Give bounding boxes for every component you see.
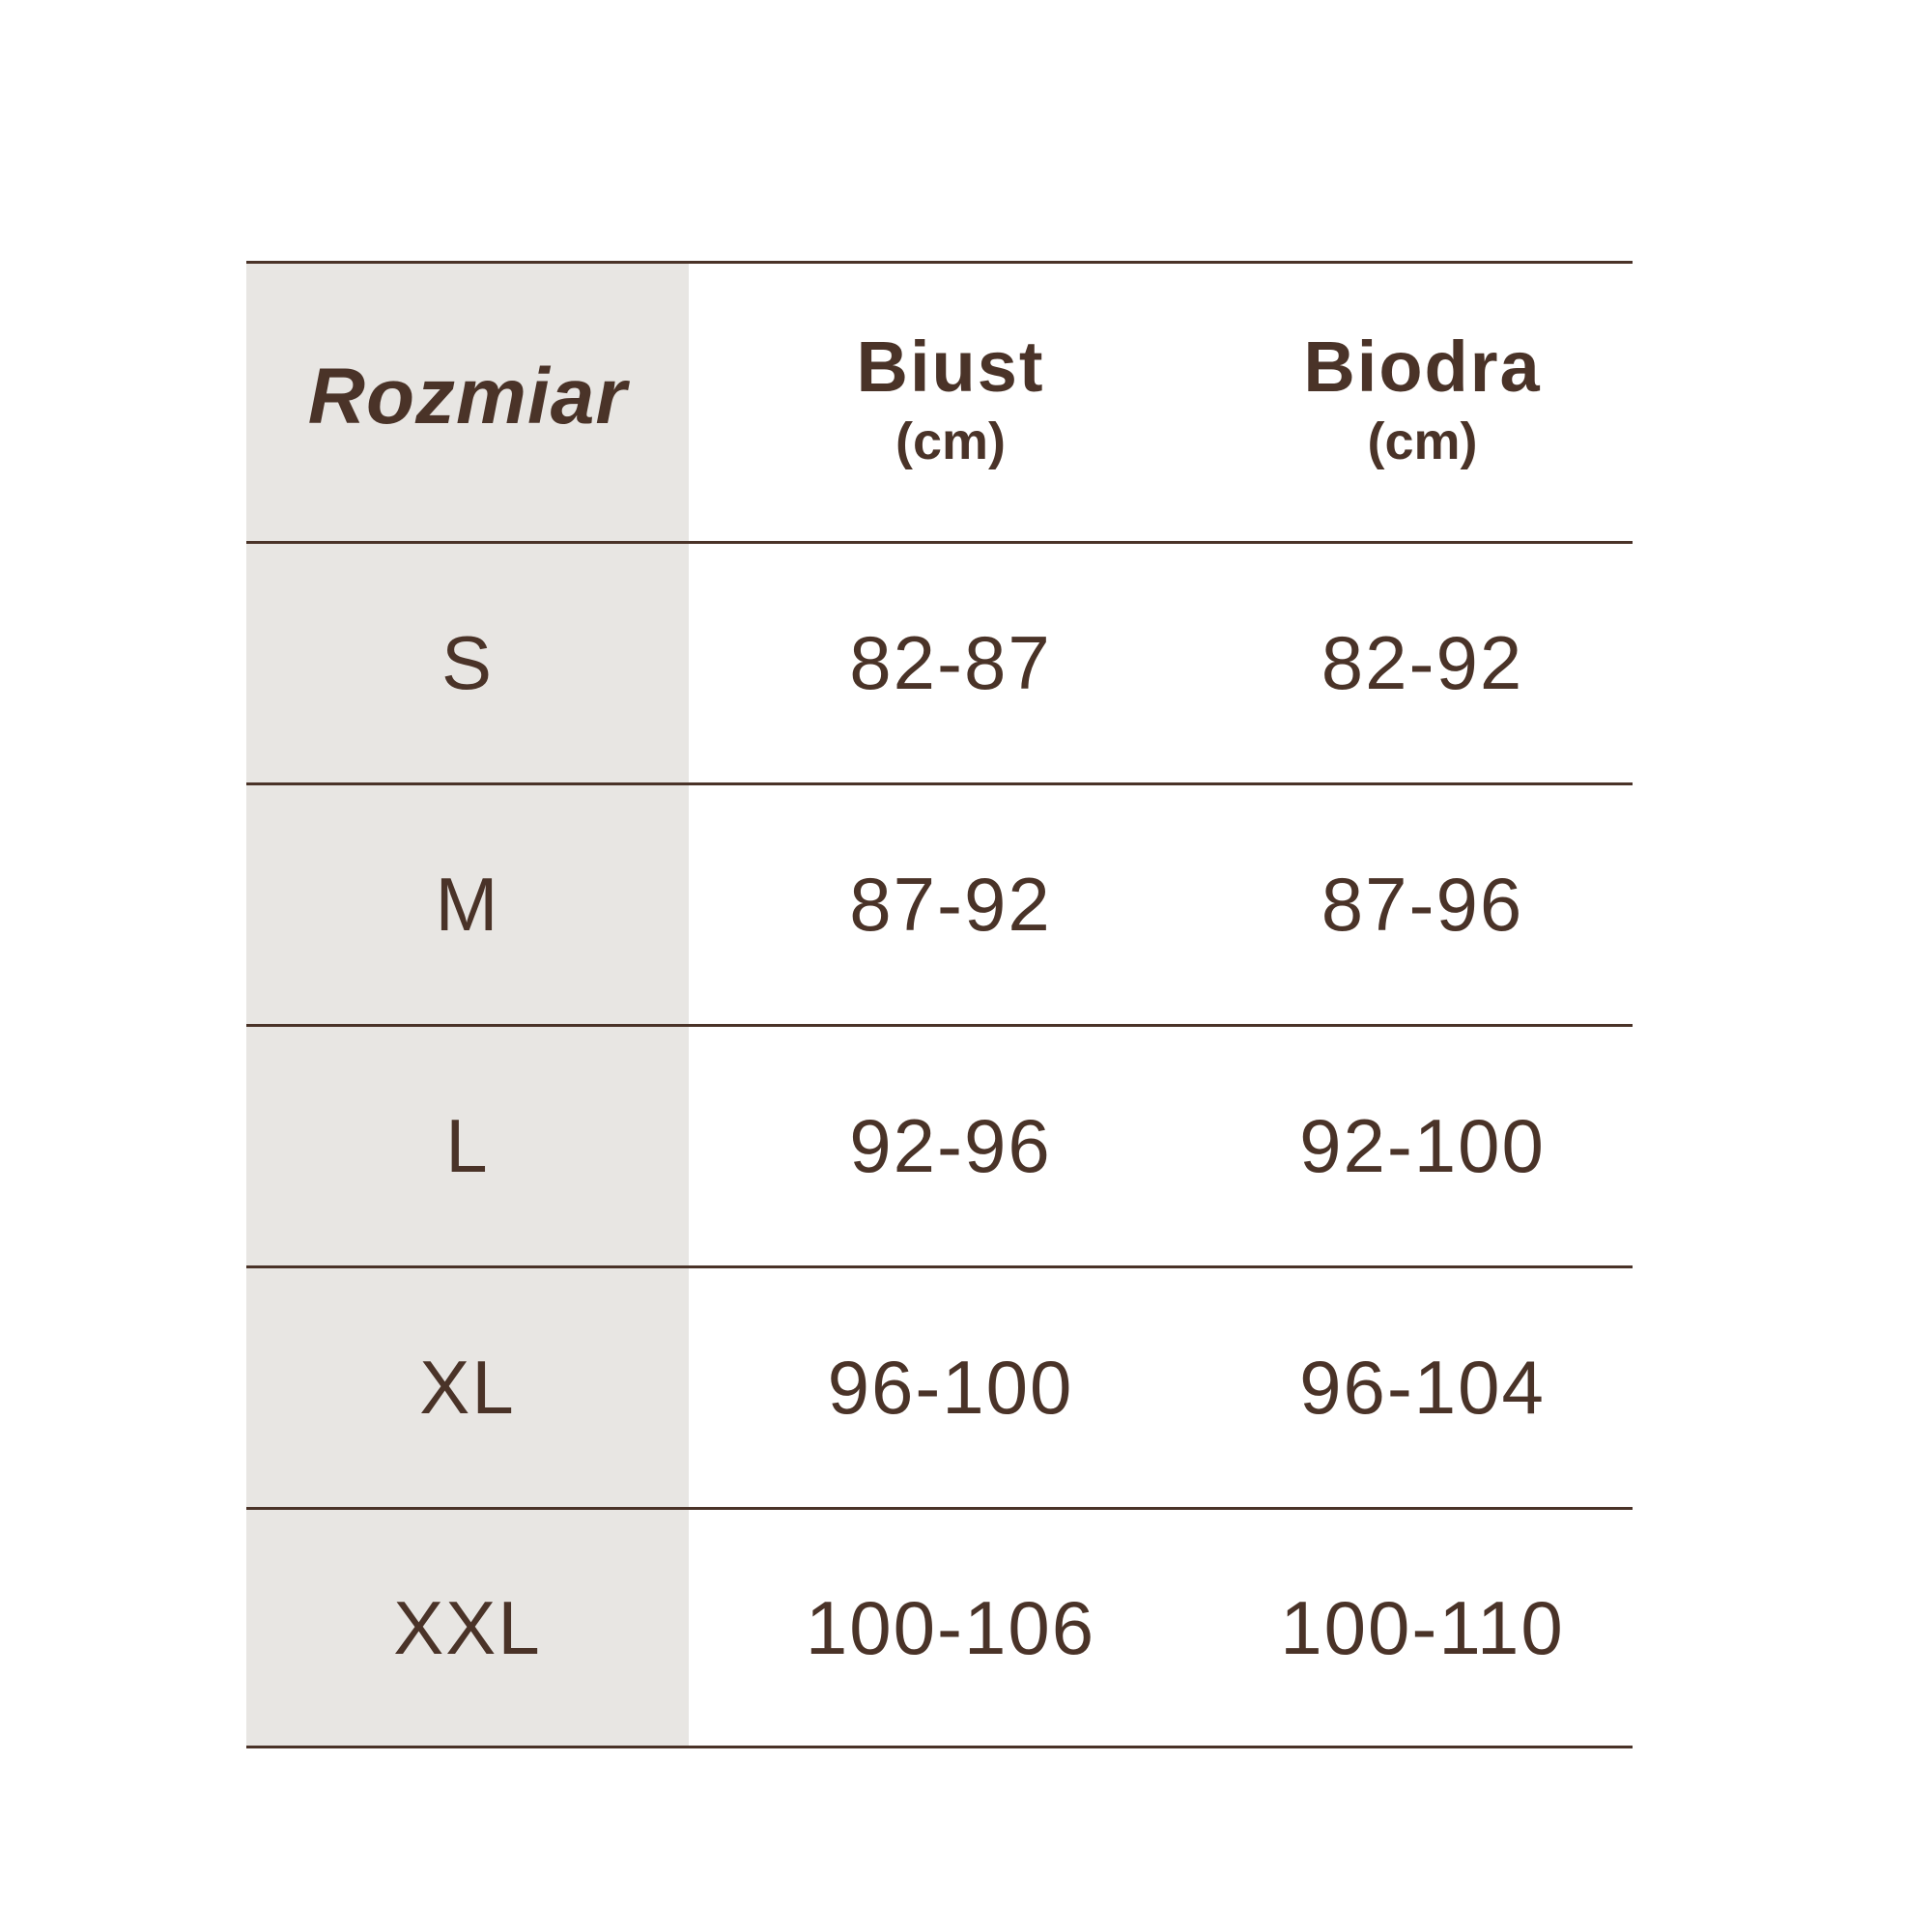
size-value: XXL: [393, 1584, 542, 1670]
hips-value: 87-96: [1321, 862, 1524, 947]
header-size-label: Rozmiar: [307, 352, 628, 440]
hips-cell: [1212, 1268, 1633, 1507]
size-cell: [246, 1027, 689, 1265]
hips-value: 100-110: [1280, 1584, 1565, 1670]
size-value: L: [445, 1103, 490, 1188]
hips-value: 96-104: [1299, 1345, 1546, 1430]
size-chart-table: [246, 261, 1633, 1748]
size-cell: [246, 785, 689, 1024]
bust-cell: [689, 785, 1212, 1024]
header-bust: [689, 264, 1212, 541]
bust-value: 82-87: [849, 620, 1052, 705]
bust-value: 87-92: [849, 862, 1052, 947]
hips-cell: [1212, 1510, 1633, 1746]
bust-cell: [689, 544, 1212, 782]
hips-value: 92-100: [1299, 1103, 1546, 1188]
header-hips-label: Biodra: [1303, 326, 1542, 407]
bust-value: 92-96: [849, 1103, 1052, 1188]
bust-cell: [689, 1027, 1212, 1265]
size-cell: [246, 1268, 689, 1507]
hips-cell: [1212, 544, 1633, 782]
size-value: S: [440, 620, 495, 705]
table-row: [246, 541, 1633, 782]
header-bust-unit: (cm): [895, 412, 1006, 471]
bust-cell: [689, 1268, 1212, 1507]
table-row: [246, 1265, 1633, 1507]
bust-value: 96-100: [827, 1345, 1074, 1430]
hips-cell: [1212, 1027, 1633, 1265]
hips-cell: [1212, 785, 1633, 1024]
header-size: [246, 264, 689, 541]
table-row: [246, 782, 1633, 1024]
table-header-row: [246, 261, 1633, 541]
size-value: XL: [419, 1345, 516, 1430]
bust-value: 100-106: [805, 1584, 1096, 1670]
table-row: [246, 1507, 1633, 1748]
bust-cell: [689, 1510, 1212, 1746]
header-hips-unit: (cm): [1367, 412, 1478, 471]
hips-value: 82-92: [1321, 620, 1524, 705]
header-bust-label: Biust: [856, 326, 1045, 407]
header-hips: [1212, 264, 1633, 541]
size-value: M: [435, 862, 500, 947]
table-row: [246, 1024, 1633, 1265]
size-cell: [246, 1510, 689, 1746]
size-cell: [246, 544, 689, 782]
